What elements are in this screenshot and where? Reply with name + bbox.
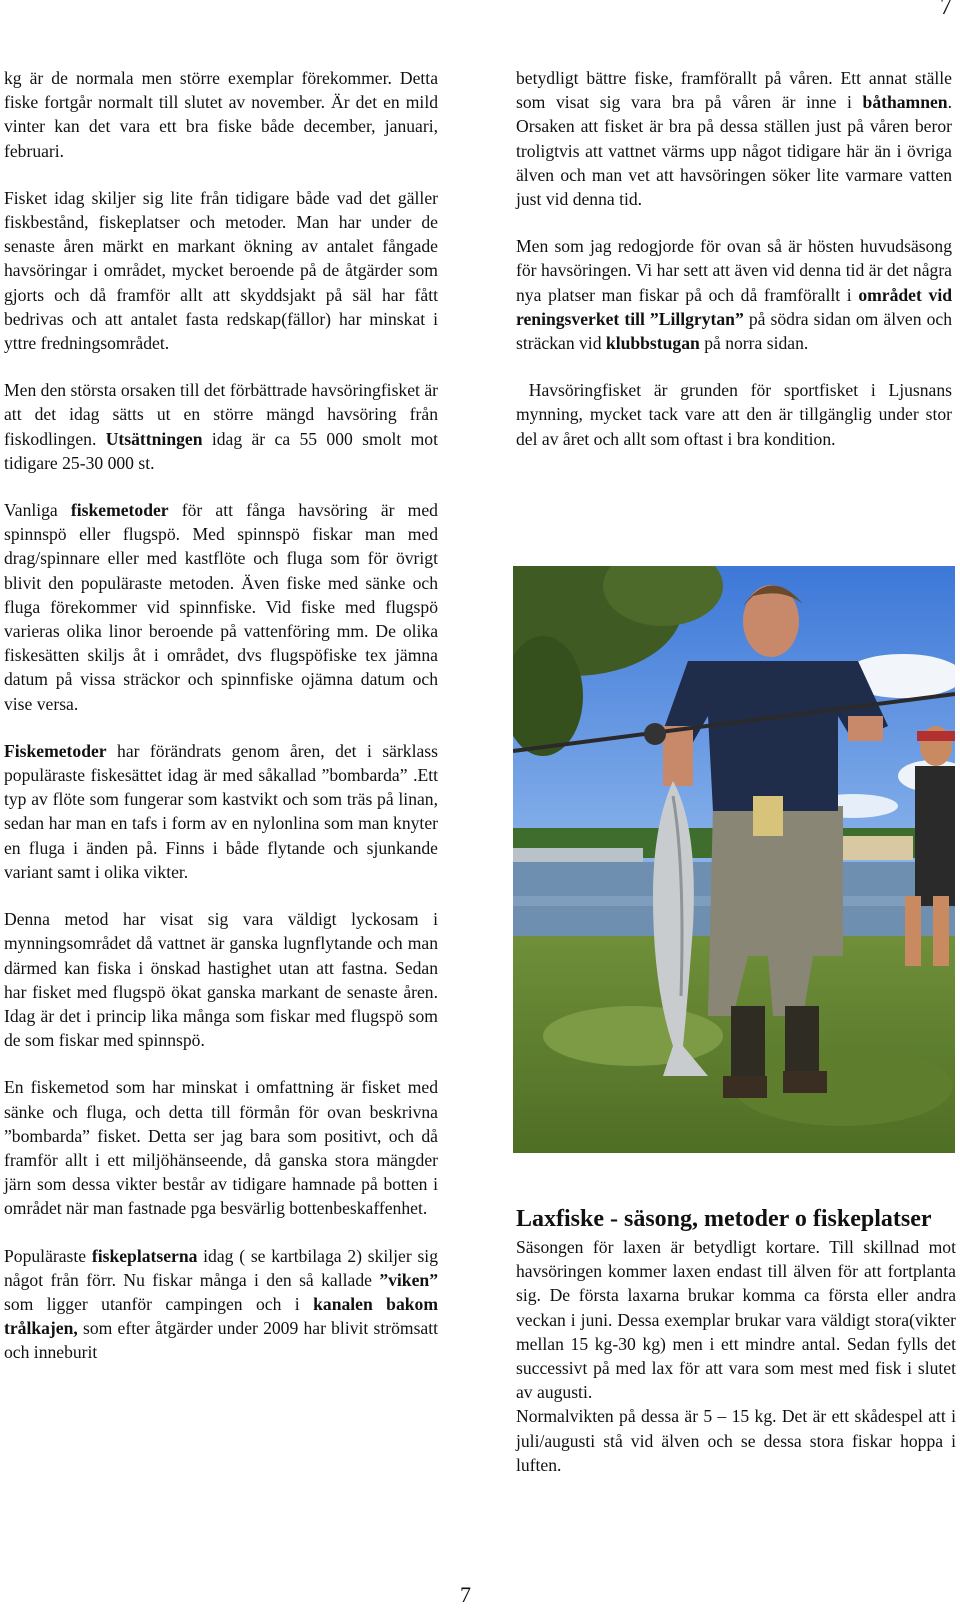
paragraph: kg är de normala men större exemplar förekommer. Detta fiske fortgår normalt till slutet av november. Är det en mild vinter kan det vara ett bra fiske både december, januari, februari. <box>4 68 438 161</box>
right-column <box>516 66 957 474</box>
paragraph: Men den största orsaken till det förbättrade havsöringfisket är att det idag sätts ut en större mängd havsöring från fiskodlingen. Utsättningen idag är ca 55 000 smolt mot tidigare 25-30 000 st. <box>4 380 438 473</box>
paragraph: Vanliga fiskemetoder för att fånga havsöring är med spinnspö eller flugspö. Med spinnspö fiskar man med drag/spinnare eller med kastflöte och fluga som för övrigt blivit den populäraste metoden. Även fiske med sänke och fluga förekommer vid spinnfiske. Vid fiske med flugspö varieras olika linor beroende på vattenföring mm. De olika fiskesätten skiljs åt i området, dvs flugspöfiske tex jämna datum på vissa sträckor och spinnfiske ojämna datum och vise versa. <box>4 500 438 714</box>
paragraph: Normalvikten på dessa är 5 – 15 kg. Det är ett skådespel att i juli/augusti stå vid älven och se dessa stora fiskar hoppa i luften. <box>516 1406 956 1475</box>
fisherman-photo <box>513 566 955 1153</box>
page-number-top: 7 <box>940 0 952 20</box>
left-column <box>4 66 438 1388</box>
right-column-lower <box>516 1205 956 1477</box>
paragraph: Fiskemetoder har förändrats genom åren, det i särklass populäraste fiskesättet idag är med såkallad ”bombarda” .Ett typ av flöte som fungerar som kastvikt och som träs på linan, sedan har man en tafs i form av en nylonlina som man knyter en fluga i änden på. Finns i både flytande och sjunkande variant samt i olika vikter. <box>4 740 438 882</box>
paragraph: Men som jag redogjorde för ovan så är hösten huvudsäsong för havsöringen. Vi har sett att även vid denna tid är det några nya platser man fiskar på och då framförallt i området vid reningsverket till ”Lillgrytan” på södra sidan om älven och sträckan vid klubbstugan på norra sidan. <box>516 236 952 354</box>
paragraph: Denna metod har visat sig vara väldigt lyckosam i mynningsområdet då vattnet är ganska lugnflytande och man därmed kan fiska i önskad hastighet utan att fastna. Sedan har fisket med flugspö ökat ganska markant de senaste åren. Idag är det i princip lika många som fiskar med flugspö som de som fiskar med spinnspö. <box>4 909 438 1051</box>
paragraph: betydligt bättre fiske, framförallt på våren. Ett annat ställe som visat sig vara bra på våren är inne i båthamnen. Orsaken att fisket är bra på dessa ställen just på våren beror troligtvis att vattnet värms upp något tidigare här än i övriga älven och man vet att havsöringen söker lite varmare vatten just vid denna tid. <box>516 68 952 210</box>
paragraph: Säsongen för laxen är betydligt kortare. Till skillnad mot havsöringen kommer laxen endast till älven för att fortplanta sig. De första laxarna brukar komma ca första eller andra veckan i juni. Dessa exemplar brukar vara väldigt stora(vikter mellan 15 kg-30 kg) men i ett mindre antal. Sedan fylls det successivt på med lax för att vara som mest med fisk i slutet av augusti. <box>516 1237 956 1403</box>
paragraph: Havsöringfisket är grunden för sportfisket i Ljusnans mynning, mycket tack vare att den är tillgänglig under stor del av året och allt som oftast i bra kondition. <box>516 380 957 449</box>
section-heading: Laxfiske - säsong, metoder o fiskeplatser <box>516 1206 932 1232</box>
page-number-bottom: 7 <box>460 1582 471 1607</box>
paragraph: En fiskemetod som har minskat i omfattning är fisket med sänke och fluga, och detta till förmån för ovan beskrivna ”bombarda” fisket. Detta ser jag bara som positivt, och då framför allt i ett miljöhänseende, då ganska stora mängder järn som dessa vikter består av tidigare hamnade på botten i området när man fastnade pga besvärlig bottenbeskaffenhet. <box>4 1077 438 1219</box>
paragraph: Populäraste fiskeplatserna idag ( se kartbilaga 2) skiljer sig något från förr. Nu fiskar många i den så kallade ”viken” som ligger utanför campingen och i kanalen bakom trålkajen, som efter åtgärder under 2009 har blivit strömsatt och inneburit <box>4 1245 438 1363</box>
paragraph: Fisket idag skiljer sig lite från tidigare både vad det gäller fiskbestånd, fiskeplatser och metoder. Man har under de senaste åren märkt en markant ökning av antalet fångade havsöringar i området, mycket beroende på de åtgärder som gjorts och då framför allt att skyddsjakt på säl har fått bedrivas och att antalet fasta redskap(fällor) har minskat i yttre fredningsområdet. <box>4 187 438 354</box>
